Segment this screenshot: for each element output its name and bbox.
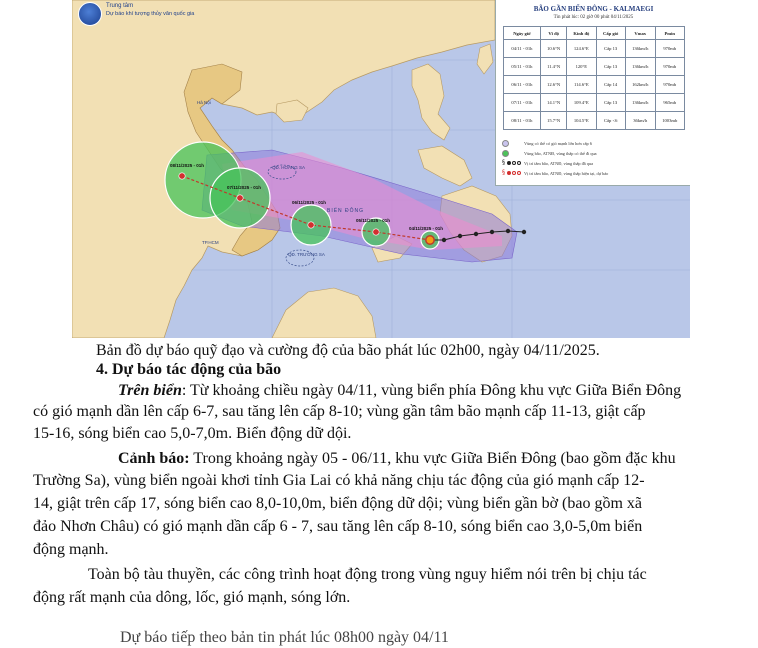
track-label-1: 08/11/2025 - 01h [170, 163, 205, 168]
p3-line-2: động rất mạnh của dông, lốc, gió mạnh, sóng lớn. [33, 589, 351, 606]
table-row [503, 76, 684, 94]
table-cell: 05/11 - 01h [503, 58, 541, 76]
next-bulletin-line: Dự báo tiếp theo bản tin phát lúc 08h00 ngày 04/11 [120, 629, 449, 646]
table-cell: 12.6°N [541, 76, 567, 94]
p2-line-2: Trường Sa), vùng biển ngoài khơi tỉnh Gia Lai có khả năng chịu tác động của gió mạnh cấp 12- [33, 472, 645, 489]
legend-symbol-icon [502, 140, 524, 147]
legend-item [502, 148, 690, 158]
table-cell: Cấp 13 [596, 58, 625, 76]
track-label-3: 06/11/2025 - 01h [292, 200, 327, 205]
p1-label: Trên biển [118, 382, 182, 399]
p2-line-1 [118, 449, 676, 469]
table-cell: 109.4°E [566, 94, 596, 112]
place-biendong: BIỂN ĐÔNG [327, 208, 365, 214]
logo-icon [78, 2, 102, 26]
storm-track-table [503, 26, 685, 130]
table-header-cell: Cấp gió [596, 27, 625, 40]
place-tphcm: TP.HCM [202, 240, 219, 245]
legend-text: Vùng bão, ATNĐ, vùng thấp có thể đi qua [524, 150, 597, 156]
map-legend [502, 138, 690, 178]
storm-forecast-map [72, 0, 690, 338]
borneo-land [272, 288, 376, 338]
table-cell: 136km/h [625, 40, 655, 58]
taiwan-land [477, 44, 493, 74]
org-subtitle: Dự báo khí tượng thủy văn quốc gia [106, 11, 195, 17]
table-cell: 136km/h [625, 94, 655, 112]
p1-line-2: có gió mạnh dần lên cấp 6-7, sau tăng lên cấp 8-10; vùng gần tâm bão mạnh cấp 11-13, giật cấp [33, 403, 646, 420]
table-header-cell: Vĩ độ [541, 27, 567, 40]
legend-item [502, 158, 690, 168]
table-cell: 08/11 - 01h [503, 112, 541, 130]
place-truongsa: QĐ. TRƯỜNG SA [288, 252, 325, 257]
table-cell: 1003mb [655, 112, 684, 130]
legend-item [502, 168, 690, 178]
place-hoangsa: QĐ. HOÀNG SA [272, 165, 306, 170]
track-label-4: 05/11/2025 - 01h [356, 218, 391, 223]
table-header-row [503, 27, 684, 40]
table-cell: Cấp 13 [596, 94, 625, 112]
table-row [503, 112, 684, 130]
p2-text-1: Trong khoảng ngày 05 - 06/11, khu vực Giữa Biển Đông (bao gồm đặc khu [189, 450, 676, 467]
table-cell: 162km/h [625, 76, 655, 94]
table-cell: 04/11 - 01h [503, 40, 541, 58]
p1-line-1 [118, 381, 681, 401]
legend-text: Vị trí tâm bão, ATNĐ, vùng thấp đã qua [524, 160, 593, 166]
p2-line-4: đảo Nhơn Châu) có gió mạnh dần cấp 6 - 7, sau tăng lên cấp 8-10, sóng biển cao 3,0-5,0m biển [33, 518, 643, 535]
table-row [503, 58, 684, 76]
place-hanoi: Hà Nội [197, 100, 211, 105]
infobox-title: BÃO GẦN BIỂN ĐÔNG - KALMAEGI [533, 5, 654, 13]
storm-info-box [495, 0, 690, 186]
table-cell: 124.6°E [566, 40, 596, 58]
table-cell: 104.5°E [566, 112, 596, 130]
infobox-subtitle: Tin phát lúc: 02 giờ 00 phút 04/11/2025 [553, 15, 634, 20]
table-cell: 970mb [655, 58, 684, 76]
legend-text: Vị trí tâm bão, ATNĐ, vùng thấp hiện tại, dự báo [524, 170, 609, 176]
track-label-5: 04/11/2025 - 01h [409, 226, 444, 231]
table-cell: 970mb [655, 76, 684, 94]
table-cell: 10.6°N [541, 40, 567, 58]
table-cell: 14.1°N [541, 94, 567, 112]
table-cell: 06/11 - 01h [503, 76, 541, 94]
table-cell: Cấp <6 [596, 112, 625, 130]
table-row [503, 94, 684, 112]
p2-label: Cảnh báo: [118, 450, 190, 467]
track-label-2: 07/11/2025 - 01h [227, 185, 262, 190]
p1-text-1: : Từ khoảng chiều ngày 04/11, vùng biển phía Đông khu vực Giữa Biển Đông [181, 382, 682, 399]
table-cell: 136km/h [625, 58, 655, 76]
p1-line-3: 15-16, sóng biển cao 5,0-7,0m. Biển động dữ dội. [33, 425, 352, 442]
table-cell: Cấp 13 [596, 40, 625, 58]
p3-line-1: Toàn bộ tàu thuyền, các công trình hoạt động trong vùng nguy hiểm nói trên bị chịu tác [88, 566, 647, 583]
table-cell: 36km/h [625, 112, 655, 130]
table-header-cell: Vmax [625, 27, 655, 40]
p2-line-3: 14, giật trên cấp 17, sóng biển cao 8,0-10,0m, biển động dữ dội; vùng biển gần bờ (bao gồm xã [33, 495, 643, 512]
legend-symbol-icon [502, 150, 524, 157]
legend-symbol-icon: § [502, 170, 524, 176]
legend-text: Vùng có thể có gió mạnh lớn hơn cấp 6 [524, 140, 592, 146]
current-position-icon [426, 236, 434, 244]
table-header-cell: Kinh độ [566, 27, 596, 40]
table-row [503, 40, 684, 58]
section-title: 4. Dự báo tác động của bão [96, 361, 282, 378]
map-caption: Bản đồ dự báo quỹ đạo và cường độ của bão phát lúc 02h00, ngày 04/11/2025. [96, 342, 600, 359]
table-cell: 07/11 - 01h [503, 94, 541, 112]
philippines-land [412, 64, 450, 140]
legend-item [502, 138, 690, 148]
table-cell: 965mb [655, 94, 684, 112]
table-cell: 120°E [566, 58, 596, 76]
p2-line-5: động mạnh. [33, 541, 109, 558]
table-cell: 15.7°N [541, 112, 567, 130]
org-name: Trung tâm [106, 3, 134, 9]
table-header-cell: Pmin [655, 27, 684, 40]
table-cell: Cấp 14 [596, 76, 625, 94]
table-header-cell: Ngày giờ [503, 27, 541, 40]
table-cell: 970mb [655, 40, 684, 58]
table-cell: 114.6°E [566, 76, 596, 94]
table-cell: 11.4°N [541, 58, 567, 76]
legend-symbol-icon: § [502, 160, 524, 166]
